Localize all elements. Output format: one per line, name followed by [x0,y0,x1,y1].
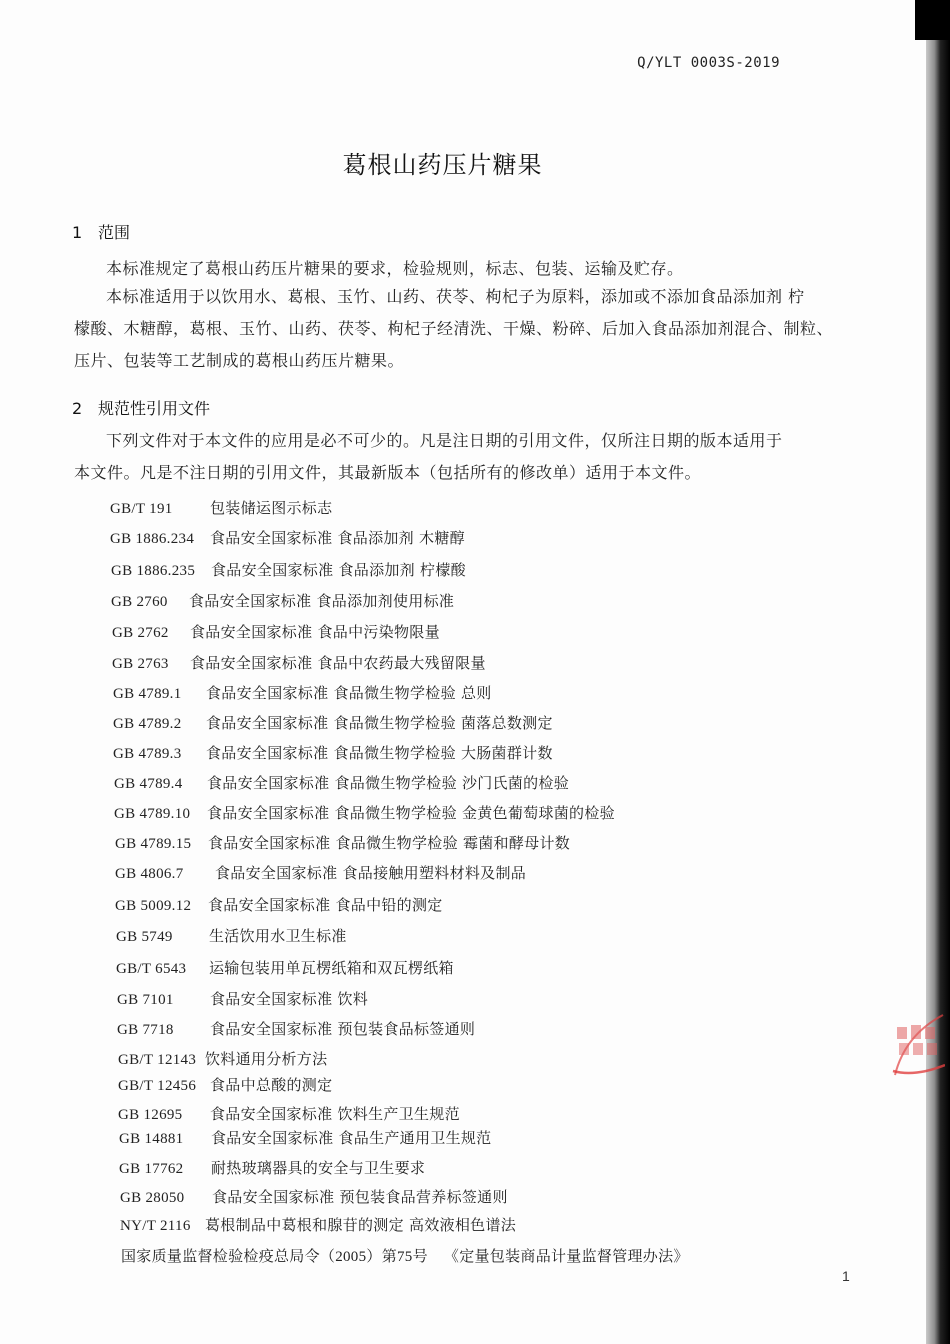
reference-title: 食品中总酸的测定 [210,1076,333,1094]
reference-item [120,1214,516,1235]
reference-title: 食品安全国家标准 食品微生物学检验 总则 [206,684,492,702]
reference-item [119,1127,491,1148]
reference-code: GB/T 6543 [116,961,187,977]
reference-code: GB 17762 [119,1161,184,1177]
reference-code: GB 1886.235 [111,563,196,579]
scope-paragraph-1: 本标准规定了葛根山药压片糖果的要求，检验规则，标志、包装、运输及贮存。 [106,259,684,278]
references-intro-line-1: 下列文件对于本文件的应用是必不可少的。凡是注日期的引用文件，仅所注日期的版本适用于 [106,431,783,450]
reference-code: GB 2760 [111,594,168,610]
reference-code: GB/T 12456 [118,1078,197,1094]
reference-item [111,559,466,580]
reference-item [111,590,454,611]
reference-code: GB 14881 [119,1131,184,1147]
reference-code: GB 4789.1 [113,686,182,702]
reference-code: GB 7718 [117,1022,174,1038]
red-seal-stamp-fragment [885,1005,945,1085]
reference-title: 食品安全国家标准 食品微生物学检验 大肠菌群计数 [206,744,553,762]
reference-item [116,925,347,946]
reference-title: 食品安全国家标准 食品微生物学检验 霉菌和酵母计数 [208,834,571,852]
reference-title: 食品安全国家标准 食品中铅的测定 [208,896,443,914]
reference-title: 食品安全国家标准 食品中农药最大残留限量 [190,654,486,672]
reference-item [119,1157,425,1178]
reference-title: 食品安全国家标准 食品微生物学检验 菌落总数测定 [206,714,553,732]
reference-item [118,1074,332,1095]
reference-code: GB 12695 [118,1107,183,1123]
reference-code: GB 4789.15 [115,836,192,852]
reference-item [115,832,570,853]
reference-code: GB 4789.10 [114,806,191,822]
reference-code: GB 5009.12 [115,898,192,914]
reference-item [110,527,465,548]
reference-title: 食品安全国家标准 食品添加剂 柠檬酸 [211,561,466,579]
reference-code: GB/T 12143 [118,1052,197,1068]
reference-item [110,497,332,518]
scope-paragraph-2-line-3: 压片、包装等工艺制成的葛根山药压片糖果。 [74,351,405,370]
document-code: Q/YLT 0003S-2019 [637,55,780,71]
reference-item [117,1018,475,1039]
reference-title: 食品安全国家标准 食品中污染物限量 [190,623,440,641]
reference-item [118,1048,327,1069]
reference-title: 食品安全国家标准 食品添加剂使用标准 [189,592,455,610]
section-2-title: 规范性引用文件 [98,399,211,418]
reference-code: GB/T 191 [110,501,173,517]
page-number: 1 [842,1268,850,1284]
reference-title: 食品安全国家标准 预包装食品营养标签通则 [212,1188,508,1206]
reference-title: 食品安全国家标准 食品生产通用卫生规范 [211,1129,492,1147]
reference-item [113,682,492,703]
reference-code: NY/T 2116 [120,1218,191,1234]
scan-corner-shadow [915,0,950,40]
section-1-number: 1 [72,223,83,242]
section-1-title: 范围 [98,223,131,242]
reference-title: 食品安全国家标准 饮料 [210,990,369,1008]
reference-item [115,894,443,915]
reference-code: GB 1886.234 [110,531,195,547]
reference-title: 食品安全国家标准 食品微生物学检验 沙门氏菌的检验 [207,774,570,792]
reference-code: GB 2762 [112,625,169,641]
section-1-heading [72,220,130,243]
reference-item [115,862,526,883]
reference-item [112,621,440,642]
reference-title: 葛根制品中葛根和腺苷的测定 高效液相色谱法 [205,1216,517,1234]
reference-title: 食品安全国家标准 食品接触用塑料材料及制品 [215,864,527,882]
reference-code: GB 28050 [120,1190,185,1206]
reference-item [112,652,486,673]
reference-item [114,772,569,793]
section-2-number: 2 [72,399,83,418]
reference-title: 包装储运图示标志 [210,499,333,517]
section-2-heading [72,396,210,419]
reference-code: 国家质量监督检验检疫总局令（2005）第75号 [121,1249,428,1265]
reference-code: GB 2763 [112,656,169,672]
scan-edge-shadow [926,0,950,1344]
reference-title: 运输包装用单瓦楞纸箱和双瓦楞纸箱 [209,959,454,977]
reference-item [116,957,454,978]
reference-item [117,988,368,1009]
reference-item [113,712,553,733]
reference-title: 耐热玻璃器具的安全与卫生要求 [211,1159,426,1177]
reference-code: GB 4789.4 [114,776,183,792]
reference-title: 食品安全国家标准 饮料生产卫生规范 [210,1105,460,1123]
references-intro-line-2: 本文件。凡是不注日期的引用文件，其最新版本（包括所有的修改单）适用于本文件。 [74,463,702,482]
reference-item [113,742,553,763]
reference-code: GB 7101 [117,992,174,1008]
reference-code: GB 4806.7 [115,866,184,882]
reference-title: 食品安全国家标准 食品添加剂 木糖醇 [210,529,465,547]
reference-title: 食品安全国家标准 食品微生物学检验 金黄色葡萄球菌的检验 [207,804,615,822]
reference-item [120,1186,508,1207]
reference-code: GB 5749 [116,929,173,945]
reference-title: 生活饮用水卫生标准 [209,927,347,945]
reference-item [118,1103,460,1124]
scope-paragraph-2-line-1: 本标准适用于以饮用水、葛根、玉竹、山药、茯苓、枸杞子为原料，添加或不添加食品添加剂 柠 [106,287,805,306]
reference-title: 《定量包装商品计量监督管理办法》 [443,1247,689,1265]
scope-paragraph-2-line-2: 檬酸、木糖醇，葛根、玉竹、山药、茯苓、枸杞子经清洗、干燥、粉碎、后加入食品添加剂混合、制粒、 [74,319,834,338]
document-title: 葛根山药压片糖果 [342,151,543,179]
reference-title: 饮料通用分析方法 [205,1050,328,1068]
reference-code: GB 4789.3 [113,746,182,762]
reference-item [114,802,615,823]
reference-code: GB 4789.2 [113,716,182,732]
reference-title: 食品安全国家标准 预包装食品标签通则 [210,1020,476,1038]
reference-item [121,1245,689,1266]
